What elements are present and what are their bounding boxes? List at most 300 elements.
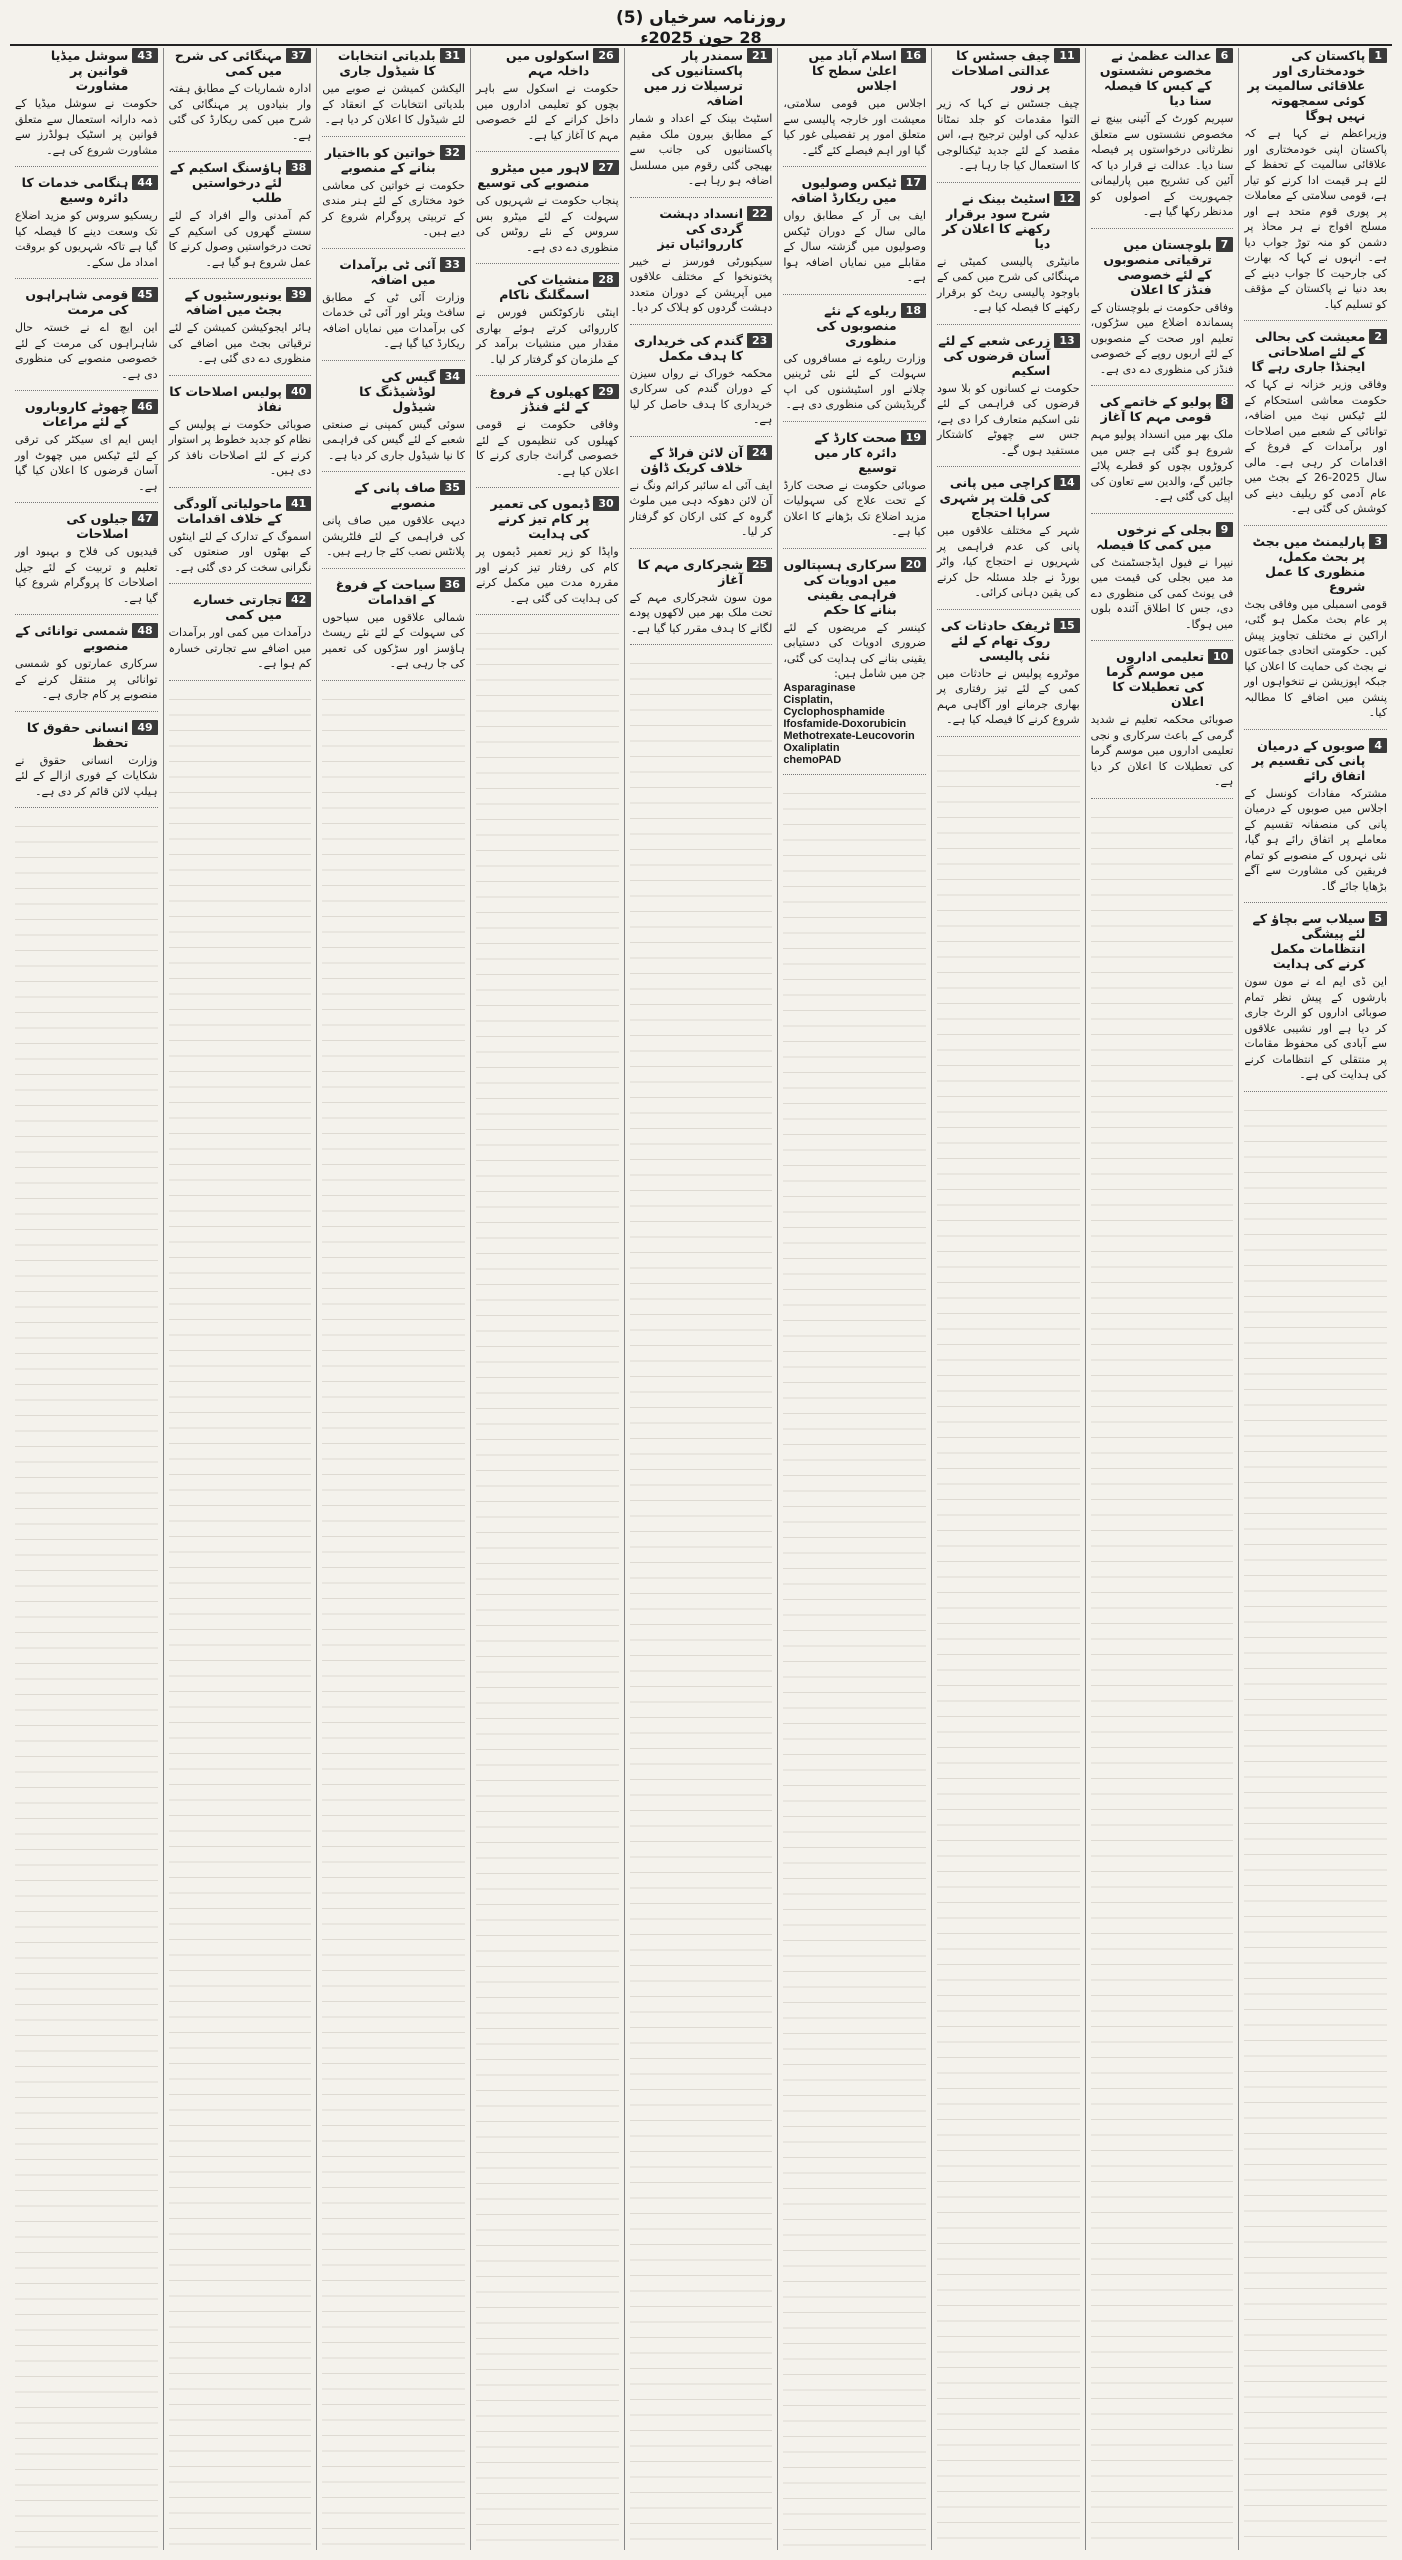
story-number-badge: 6 <box>1216 48 1234 63</box>
story-divider <box>169 375 312 376</box>
news-story <box>169 160 312 270</box>
story-divider <box>476 487 619 488</box>
news-story <box>937 191 1080 316</box>
news-column <box>777 48 931 2550</box>
story-header <box>476 384 619 414</box>
story-header <box>476 48 619 78</box>
story-body: شہر کے مختلف علاقوں میں پانی کی عدم فراہمی پر شہریوں نے احتجاج کیا، واٹر بورڈ نے جلد مسئلہ حل کرنے کی یقین دہانی کرائی۔ <box>936 524 1080 599</box>
news-story <box>15 399 158 494</box>
story-header <box>15 48 158 93</box>
column-text-continuation <box>937 745 1080 2551</box>
story-headline: اسلام آباد میں اعلیٰ سطح کا اجلاس <box>808 48 897 93</box>
story-number-badge: 2 <box>1369 329 1387 344</box>
story-headline: قومی شاہراہوں کی مرمت <box>25 287 129 317</box>
story-body: این ڈی ایم اے نے مون سون بارشوں کے پیش نظر تمام صوبائی اداروں کو الرٹ جاری کر دیا ہے اور نشیبی علاقوں سے آبادی کی محفوظ مقامات پر منتقلی کے انتظامات کرنے کی ہدایت کی ہے۔ <box>1244 975 1387 1081</box>
drug-name: chemoPAD <box>783 753 842 766</box>
story-body: وفاقی حکومت نے بلوچستان کے پسماندہ اضلاع میں سڑکوں، تعلیم اور صحت کے منصوبوں کے لئے اربوں روپے کے خصوصی فنڈز کی منظوری دے دی ہے۔ <box>1090 300 1234 376</box>
story-divider <box>169 680 312 681</box>
story-divider <box>783 548 926 549</box>
story-divider <box>1244 902 1387 903</box>
story-number-badge: 32 <box>440 145 465 160</box>
story-divider <box>1244 525 1387 526</box>
news-story <box>476 272 619 367</box>
story-header <box>476 496 619 541</box>
story-body: صوبائی حکومت نے صحت کارڈ کے تحت علاج کی سہولیات مزید اضلاع تک بڑھانے کا اعلان کیا ہے۔ <box>783 478 926 538</box>
story-body: اجلاس میں قومی سلامتی، معیشت اور خارجہ پالیسی سے متعلق امور پر تفصیلی غور کیا گیا اور اہم فیصلے کئے گئے۔ <box>783 97 926 157</box>
story-header <box>169 496 312 526</box>
story-body: دیہی علاقوں میں صاف پانی کی فراہمی کے لئے فلٹریشن پلانٹس نصب کئے جا رہے ہیں۔ <box>322 514 465 558</box>
story-header <box>630 333 773 363</box>
story-number-badge: 24 <box>747 445 772 460</box>
story-divider <box>322 360 465 361</box>
story-divider <box>783 774 926 775</box>
story-body: شمالی علاقوں میں سیاحوں کی سہولت کے لئے نئے ریسٹ ہاؤسز اور سڑکوں کی تعمیر کی جا رہی ہے۔ <box>322 610 465 670</box>
column-text-continuation <box>476 623 619 2550</box>
story-number-badge: 16 <box>901 48 926 63</box>
story-number-badge: 38 <box>286 160 311 175</box>
story-divider <box>937 466 1080 467</box>
page-header <box>10 8 1392 46</box>
news-column <box>1085 48 1239 2550</box>
news-story <box>15 623 158 703</box>
news-story <box>783 175 926 286</box>
story-number-badge: 49 <box>132 720 157 735</box>
news-story <box>1244 329 1387 517</box>
news-story <box>937 48 1080 174</box>
story-headline: مہنگائی کی شرح میں کمی <box>174 48 282 78</box>
story-headline: صوبوں کے درمیان پانی کی تقسیم پر اتفاق رائے <box>1251 737 1366 783</box>
story-divider <box>630 436 773 437</box>
story-body: ملک بھر میں انسداد پولیو مہم شروع ہو گئی ہے جس میں کروڑوں بچوں کو قطرے پلائے جائیں گے، والدین سے تعاون کی اپیل کی گئی ہے۔ <box>1090 428 1234 503</box>
story-header <box>15 399 158 429</box>
story-body: سوئی گیس کمپنی نے صنعتی شعبے کے لئے گیس کی فراہمی کا نیا شیڈول جاری کر دیا ہے۔ <box>322 417 465 462</box>
story-number-badge: 20 <box>901 557 926 572</box>
story-body: الیکشن کمیشن نے صوبے میں بلدیاتی انتخابات کے انعقاد کے لئے شیڈول کا اعلان کر دیا ہے۔ <box>322 82 465 126</box>
story-body: وفاقی حکومت نے قومی کھیلوں کی تنظیموں کے لئے خصوصی گرانٹ جاری کرنے کا اعلان کیا ہے۔ <box>475 418 619 478</box>
story-headline: انسانی حقوق کا تحفظ <box>26 719 129 750</box>
story-divider <box>15 502 158 503</box>
story-headline: چیف جسٹس کا عدالتی اصلاحات پر زور <box>951 48 1051 93</box>
news-column <box>624 48 778 2550</box>
story-headline: اسٹیٹ بینک نے شرح سود برقرار رکھنے کا اعلان کر دیا <box>942 190 1051 251</box>
story-number-badge: 36 <box>440 577 465 592</box>
story-divider <box>630 324 773 325</box>
story-body: صوبائی حکومت نے پولیس کے نظام کو جدید خطوط پر استوار کرنے کے لئے اصلاحات نافذ کر دی ہیں۔ <box>168 417 312 477</box>
news-column <box>470 48 624 2550</box>
page-title: روزنامہ سرخیاں (5) <box>615 8 786 28</box>
story-header <box>15 511 158 541</box>
story-headline: تعلیمی اداروں میں موسم گرما کی تعطیلات کا اعلان <box>1106 649 1205 709</box>
story-number-badge: 44 <box>132 175 157 190</box>
story-number-badge: 21 <box>747 48 772 63</box>
story-body: حکومت نے کسانوں کو بلا سود قرضوں کی فراہمی کے لئے نئی اسکیم متعارف کرا دی ہے، جس سے چھوٹے کاشتکار مستفید ہوں گے۔ <box>936 381 1080 457</box>
story-headline: گیس کی لوڈشیڈنگ کا شیڈول <box>359 368 436 414</box>
story-number-badge: 47 <box>132 511 157 526</box>
story-number-badge: 18 <box>901 303 926 318</box>
story-body: قومی اسمبلی میں وفاقی بجٹ پر عام بحث مکمل ہو گئی، اراکین نے مختلف تجاویز پیش کیں۔ حکومتی اتحادی جماعتوں نے بجٹ کی حمایت کا اعلان کیا جبکہ اپوزیشن نے تنخواہوں اور پنشن میں اضافے کا مطالبہ کیا۔ <box>1244 597 1387 719</box>
story-number-badge: 41 <box>286 496 311 511</box>
story-header <box>1244 911 1387 971</box>
story-headline: بلوچستان میں ترقیاتی منصوبوں کے لئے خصوصی فنڈز کا اعلان <box>1103 236 1212 297</box>
story-divider <box>15 166 158 167</box>
story-header <box>937 618 1080 663</box>
story-headline: زرعی شعبے کے لئے آسان قرضوں کی اسکیم <box>938 332 1051 378</box>
news-story <box>169 48 312 143</box>
story-body: پنجاب حکومت نے شہریوں کی سہولت کے لئے میٹرو بس سروس کے نئے روٹس کی منظوری دے دی ہے۔ <box>475 194 619 254</box>
story-header <box>783 557 926 617</box>
story-body: موٹروے پولیس نے حادثات میں کمی کے لئے تیز رفتاری پر بھاری جرمانے اور آگاہی مہم شروع کرنے کا فیصلہ کیا ہے۔ <box>936 666 1080 726</box>
news-column <box>163 48 317 2550</box>
story-headline: آئی ٹی برآمدات میں اضافہ <box>339 256 436 287</box>
drug-name: Asparaginase <box>783 681 856 694</box>
story-header <box>783 48 926 93</box>
news-story <box>937 333 1080 459</box>
story-body: وزارت انسانی حقوق نے شکایات کے فوری ازالے کے لئے ہیلپ لائن قائم کر دی ہے۔ <box>14 753 158 798</box>
column-text-continuation <box>15 816 158 2550</box>
news-story <box>476 48 619 143</box>
story-headline: سیاحت کے فروغ کے اقدامات <box>335 576 436 607</box>
story-headline: سمندر پار پاکستانیوں کی ترسیلات زر میں اضافہ <box>643 48 743 108</box>
story-number-badge: 13 <box>1054 333 1079 348</box>
news-story <box>322 257 465 352</box>
story-header <box>322 369 465 414</box>
story-number-badge: 43 <box>132 48 157 63</box>
column-text-continuation <box>783 783 926 2551</box>
story-header <box>937 475 1080 520</box>
news-story <box>169 384 312 479</box>
news-story <box>1244 911 1387 1083</box>
story-header <box>15 623 158 653</box>
story-headline: ٹریفک حادثات کی روک تھام کے لئے نئی پالیسی <box>940 617 1051 663</box>
news-story <box>1091 649 1234 790</box>
story-header <box>1091 237 1234 297</box>
story-divider <box>1091 640 1234 641</box>
news-story <box>937 618 1080 728</box>
news-column <box>10 48 163 2550</box>
story-number-badge: 26 <box>593 48 618 63</box>
story-headline: تجارتی خسارے میں کمی <box>193 592 282 622</box>
story-headline: کھیلوں کے فروغ کے لئے فنڈز <box>489 384 590 414</box>
story-divider <box>476 614 619 615</box>
story-body: صوبائی محکمہ تعلیم نے شدید گرمی کے باعث سرکاری و نجی تعلیمی اداروں میں موسم گرما کی تعطیلات کا اعلان کر دیا ہے۔ <box>1090 713 1234 788</box>
story-header <box>1091 649 1234 709</box>
news-story <box>15 511 158 606</box>
story-body: ایف آئی اے سائبر کرائم ونگ نے آن لائن دھوکہ دہی میں ملوث گروہ کے کئی ارکان کو گرفتار کر لیا۔ <box>629 478 773 538</box>
story-number-badge: 39 <box>286 287 311 302</box>
story-headline: ہنگامی خدمات کا دائرہ وسیع <box>21 175 129 205</box>
story-headline: خواتین کو بااختیار بنانے کے منصوبے <box>324 144 436 175</box>
story-header <box>322 145 465 175</box>
story-number-badge: 42 <box>286 592 311 607</box>
column-text-continuation <box>169 689 312 2551</box>
story-divider <box>1244 1091 1387 1092</box>
story-header <box>937 48 1080 93</box>
story-divider <box>15 807 158 808</box>
story-headline: ریلوے کے نئے منصوبوں کی منظوری <box>816 302 897 348</box>
story-body: وزارت ریلوے نے مسافروں کی سہولت کے لئے نئی ٹرینیں چلانے اور اسٹیشنوں کی اپ گریڈیشن کی منظوری دی ہے۔ <box>783 351 926 411</box>
drug-name: Cisplatin, Cyclophosphamide <box>783 693 885 718</box>
story-header <box>1091 48 1234 108</box>
story-body: وفاقی وزیر خزانہ نے کہا کہ حکومت معاشی استحکام کے لئے ٹیکس نیٹ میں اضافہ، توانائی کے شعبے میں اصلاحات اور برآمدات کے فروغ کے اقدامات کر رہی ہے۔ مالی سال 2025-26 کے بجٹ میں عام آدمی کو ریلیف دینے کی کوشش کی گئی ہے۔ <box>1244 378 1387 515</box>
news-story <box>322 48 465 128</box>
news-story <box>630 445 773 540</box>
news-story <box>1244 48 1387 312</box>
news-story <box>322 480 465 560</box>
story-number-badge: 33 <box>440 257 465 272</box>
story-number-badge: 7 <box>1216 237 1234 252</box>
story-divider <box>169 278 312 279</box>
story-number-badge: 28 <box>593 272 618 287</box>
story-header <box>169 592 312 622</box>
story-number-badge: 3 <box>1369 534 1387 549</box>
story-number-badge: 27 <box>593 160 618 175</box>
story-number-badge: 5 <box>1369 911 1387 926</box>
story-number-badge: 48 <box>132 623 157 638</box>
news-story <box>476 160 619 255</box>
news-story <box>322 145 465 240</box>
story-number-badge: 29 <box>593 384 618 399</box>
story-divider <box>476 151 619 152</box>
story-divider <box>322 471 465 472</box>
story-header <box>15 720 158 750</box>
story-body: این ایچ اے نے خستہ حال شاہراہوں کی مرمت کے لئے خصوصی منصوبے کی منظوری دی ہے۔ <box>14 321 158 381</box>
story-header <box>1244 534 1387 594</box>
story-divider <box>169 151 312 152</box>
column-text-continuation <box>1091 807 1234 2551</box>
story-headline: کراچی میں پانی کی قلت پر شہری سراپا احتجاج <box>939 475 1051 520</box>
news-story <box>476 384 619 479</box>
story-header <box>322 48 465 78</box>
story-number-badge: 12 <box>1054 191 1079 206</box>
story-number-badge: 46 <box>132 399 157 414</box>
story-number-badge: 30 <box>593 496 618 511</box>
story-body: ادارہ شماریات کے مطابق ہفتہ وار بنیادوں پر مہنگائی کی شرح میں کمی ریکارڈ کی گئی ہے۔ <box>168 82 312 142</box>
story-divider <box>15 614 158 615</box>
story-divider <box>783 294 926 295</box>
story-divider <box>15 390 158 391</box>
story-header <box>937 333 1080 378</box>
story-divider <box>630 644 773 645</box>
story-header <box>783 303 926 348</box>
story-headline: ٹیکس وصولیوں میں ریکارڈ اضافہ <box>790 175 897 205</box>
story-divider <box>1091 798 1234 799</box>
news-story <box>15 175 158 270</box>
story-body: حکومت نے سوشل میڈیا کے ذمہ دارانہ استعمال سے متعلق قوانین پر اسٹیک ہولڈرز سے مشاورت شروع کی ہے۔ <box>14 97 158 157</box>
story-divider <box>937 736 1080 737</box>
story-body: اسٹیٹ بینک کے اعداد و شمار کے مطابق بیرون ملک مقیم پاکستانیوں کی جانب سے بھیجی گئی رقوم میں مسلسل اضافہ ہو رہا ہے۔ <box>629 112 773 187</box>
story-number-badge: 31 <box>440 48 465 63</box>
news-story <box>15 287 158 382</box>
story-divider <box>169 487 312 488</box>
story-body: چیف جسٹس نے کہا کہ زیر التوا مقدمات کو جلد نمٹانا عدلیہ کی اولین ترجیح ہے، اس مقصد کے لئے جدید ٹیکنالوجی کا استعمال کیا جا رہا ہے۔ <box>936 97 1080 172</box>
story-headline: پولیو کے خاتمے کی قومی مہم کا آغاز <box>1099 394 1212 424</box>
story-header <box>476 160 619 190</box>
news-story <box>476 496 619 606</box>
column-text-continuation <box>322 689 465 2551</box>
drug-name: Ifosfamide-Doxorubicin <box>783 717 907 730</box>
story-header <box>783 175 926 205</box>
story-headline: گندم کی خریداری کا ہدف مکمل <box>633 332 743 363</box>
story-divider <box>1091 385 1234 386</box>
news-story <box>169 592 312 672</box>
story-body: مشترکہ مفادات کونسل کے اجلاس میں صوبوں کے درمیان پانی کی منصفانہ تقسیم کے معاملے پر اتفاق رائے ہو گیا، نئی نہروں کے منصوبے کو تمام فریقین کی مشاورت سے آگے بڑھایا جائے گا۔ <box>1244 786 1387 893</box>
story-body: قیدیوں کی فلاح و بہبود اور تعلیم و تربیت کے لئے جیل اصلاحات کا پروگرام شروع کیا گیا ہے۔ <box>14 545 158 605</box>
story-body: نیپرا نے فیول ایڈجسٹمنٹ کی مد میں بجلی کی قیمت میں فی یونٹ کمی کی منظوری دے دی، جس کا اطلاق آئندہ بلوں میں ہوگا۔ <box>1090 555 1234 631</box>
news-story <box>169 287 312 367</box>
column-text-continuation <box>630 653 773 2550</box>
story-number-badge: 37 <box>286 48 311 63</box>
story-number-badge: 19 <box>901 430 926 445</box>
news-story <box>169 496 312 576</box>
story-divider <box>783 421 926 422</box>
story-headline: پارلیمنٹ میں بجٹ پر بحث مکمل، منظوری کا عمل شروع <box>1252 533 1366 594</box>
story-header <box>322 480 465 510</box>
news-story <box>1244 738 1387 895</box>
story-number-badge: 34 <box>440 369 465 384</box>
story-divider <box>1091 228 1234 229</box>
news-column <box>316 48 470 2550</box>
story-headline: سیلاب سے بچاؤ کے لئے پیشگی انتظامات مکمل کرنے کی ہدایت <box>1252 911 1366 971</box>
story-body: ہائر ایجوکیشن کمیشن کے لئے ترقیاتی بجٹ میں اضافے کی منظوری دے دی گئی ہے۔ <box>168 321 312 365</box>
story-divider <box>322 136 465 137</box>
story-headline: صحت کارڈ کے دائرہ کار میں توسیع <box>814 429 897 475</box>
story-body: ریسکیو سروس کو مزید اضلاع تک وسعت دینے کا فیصلہ کیا گیا ہے تاکہ شہریوں کو بروقت امداد مل سکے۔ <box>14 209 158 269</box>
story-header <box>1091 522 1234 552</box>
story-header <box>322 257 465 287</box>
story-body: محکمہ خوراک نے رواں سیزن کے دوران گندم کی سرکاری خریداری کا ہدف حاصل کر لیا ہے۔ <box>629 366 773 426</box>
story-headline: ڈیموں کی تعمیر پر کام تیز کرنے کی ہدایت <box>490 496 590 541</box>
story-divider <box>937 182 1080 183</box>
story-header <box>322 577 465 607</box>
story-header <box>783 430 926 475</box>
story-headline: شجرکاری مہم کا آغاز <box>637 556 743 587</box>
story-body: حکومت نے خواتین کی معاشی خود مختاری کے لئے ہنر مندی کے تربیتی پروگرام شروع کر دیے ہیں۔ <box>322 178 465 238</box>
story-number-badge: 22 <box>747 206 772 221</box>
story-divider <box>15 278 158 279</box>
news-story <box>937 475 1080 601</box>
story-headline: ہاؤسنگ اسکیم کے لئے درخواستیں طلب <box>169 160 282 205</box>
story-divider <box>322 568 465 569</box>
news-column <box>931 48 1085 2550</box>
story-number-badge: 40 <box>286 384 311 399</box>
story-body: حکومت نے اسکول سے باہر بچوں کو تعلیمی اداروں میں داخل کرانے کے لئے خصوصی مہم کا آغاز کیا ہے۔ <box>475 82 619 142</box>
news-story <box>630 48 773 189</box>
story-headline: شمسی توانائی کے منصوبے <box>15 623 129 653</box>
story-divider <box>1244 729 1387 730</box>
story-body: مون سون شجرکاری مہم کے تحت ملک بھر میں لاکھوں پودے لگانے کا ہدف مقرر کیا گیا ہے۔ <box>629 590 773 635</box>
news-story <box>322 369 465 464</box>
story-headline: یونیورسٹیوں کے بجٹ میں اضافہ <box>184 287 282 317</box>
story-header <box>15 287 158 317</box>
story-headline: منشیات کی اسمگلنگ ناکام <box>499 272 590 302</box>
story-body: وزارت آئی ٹی کے مطابق سافٹ ویئر اور آئی ٹی خدمات کی برآمدات میں نمایاں اضافہ ریکارڈ کیا گیا ہے۔ <box>322 290 465 350</box>
story-number-badge: 9 <box>1216 522 1234 537</box>
news-story <box>783 557 926 766</box>
story-header <box>1244 48 1387 123</box>
story-body: کم آمدنی والے افراد کے لئے سستے گھروں کی اسکیم کے تحت درخواستیں وصول کرنے کا عمل شروع ہو گیا ہے۔ <box>168 209 312 269</box>
story-header <box>630 445 773 475</box>
news-story <box>783 303 926 413</box>
story-body: درآمدات میں کمی اور برآمدات میں اضافے سے تجارتی خسارہ کم ہوا ہے۔ <box>168 626 312 670</box>
story-divider <box>476 375 619 376</box>
story-divider <box>15 711 158 712</box>
story-body: وزیراعظم نے کہا ہے کہ پاکستان اپنی خودمختاری اور علاقائی سالمیت کے تحفظ کے لئے ہر قیمت ادا کرنے کو تیار ہے، قومی سلامتی کے معاملات پر پوری قوم متحد ہے اور مسلح افواج نے ہر محاذ پر دشمن کو منہ توڑ جواب دیا ہے۔ انہوں نے کہا کہ بھارت کی جارحیت کا جواب دینے کے بعد دنیا نے پاکستان کے مؤقف کو تسلیم کیا۔ <box>1244 127 1387 311</box>
story-body: کینسر کے مریضوں کے لئے ضروری ادویات کی دستیابی یقینی بنانے کی ہدایت کی گئی، جن میں شامل ہیں: <box>783 620 926 680</box>
news-column <box>1238 48 1392 2550</box>
story-divider <box>630 197 773 198</box>
news-story <box>1244 534 1387 721</box>
news-story <box>1091 394 1234 505</box>
story-number-badge: 17 <box>901 175 926 190</box>
story-body: اسموگ کے تدارک کے لئے اینٹوں کے بھٹوں اور صنعتوں کی نگرانی سخت کر دی گئی ہے۔ <box>168 529 312 574</box>
story-headline: آن لائن فراڈ کے خلاف کریک ڈاؤن <box>640 444 743 475</box>
news-story <box>630 206 773 316</box>
news-story <box>783 430 926 540</box>
story-header <box>169 48 312 78</box>
story-divider <box>322 248 465 249</box>
story-header <box>1244 738 1387 783</box>
news-story <box>630 557 773 637</box>
news-story <box>15 48 158 158</box>
story-body: سیکیورٹی فورسز نے خیبر پختونخوا کے مختلف علاقوں میں آپریشن کے دوران متعدد دہشت گردوں کو ہلاک کر دیا۔ <box>629 254 773 314</box>
story-number-badge: 10 <box>1208 649 1233 664</box>
story-headline: بلدیاتی انتخابات کا شیڈول جاری <box>337 48 436 78</box>
story-body: سپریم کورٹ کے آئینی بینچ نے مخصوص نشستوں سے متعلق نظرثانی درخواستوں پر فیصلہ سنا دیا۔ عدالت نے قرار دیا کہ آئین کی تشریح میں پارلیمانی جمہوریت کے اصولوں کو مدنظر رکھا گیا ہے۔ <box>1090 112 1234 218</box>
story-headline: ماحولیاتی آلودگی کے خلاف اقدامات <box>173 495 282 526</box>
story-divider <box>937 609 1080 610</box>
story-header <box>169 160 312 205</box>
story-headline: اسکولوں میں داخلہ مہم <box>506 48 590 78</box>
story-header <box>476 272 619 302</box>
story-body: اینٹی نارکوٹکس فورس نے کارروائی کرتے ہوئے بھاری مقدار میں منشیات برآمد کر کے ملزمان کو گرفتار کر لیا۔ <box>475 306 619 366</box>
page-date: 28 جون 2025ء <box>640 28 762 47</box>
story-headline: پاکستان کی خودمختاری اور علاقائی سالمیت پر کوئی سمجھوتہ نہیں ہوگا <box>1247 48 1366 123</box>
story-headline: پولیس اصلاحات کا نفاذ <box>169 383 282 414</box>
story-body: سرکاری عمارتوں کو شمسی توانائی پر منتقل کرنے کے منصوبے پر کام جاری ہے۔ <box>14 657 158 701</box>
news-story <box>1091 48 1234 220</box>
news-story <box>783 48 926 158</box>
story-headline: معیشت کی بحالی کے لئے اصلاحاتی ایجنڈا جاری رہے گا <box>1251 329 1366 374</box>
story-body: ایف بی آر کے مطابق رواں مالی سال کے دوران ٹیکس وصولیوں میں گزشتہ سال کے مقابلے میں نمایاں اضافہ ہوا ہے۔ <box>783 209 926 284</box>
news-story <box>1091 522 1234 633</box>
story-headline: سرکاری ہسپتالوں میں ادویات کی فراہمی یقینی بنانے کا حکم <box>783 556 897 617</box>
columns-container <box>10 48 1392 2550</box>
story-divider <box>1244 320 1387 321</box>
story-body: ایس ایم ای سیکٹر کی ترقی کے لئے ٹیکس میں چھوٹ اور آسان قرضوں کا اعلان کیا گیا ہے۔ <box>14 433 158 493</box>
news-story <box>1091 237 1234 378</box>
story-headline: صاف پانی کے منصوبے <box>354 480 436 510</box>
story-headline: جیلوں کی اصلاحات <box>66 511 129 541</box>
story-number-badge: 25 <box>747 557 772 572</box>
news-story <box>630 333 773 428</box>
story-divider <box>783 166 926 167</box>
story-divider <box>937 324 1080 325</box>
story-number-badge: 15 <box>1054 618 1079 633</box>
story-header <box>630 206 773 251</box>
story-divider <box>630 548 773 549</box>
story-header <box>630 557 773 587</box>
story-header <box>630 48 773 108</box>
story-body: مانیٹری پالیسی کمیٹی نے مہنگائی کی شرح میں کمی کے باوجود پالیسی ریٹ کو برقرار رکھنے کا فیصلہ کیا ہے۔ <box>936 254 1080 314</box>
story-headline: سوشل میڈیا قوانین پر مشاورت <box>50 48 129 93</box>
story-divider <box>169 583 312 584</box>
story-header <box>1244 329 1387 374</box>
story-number-badge: 1 <box>1369 48 1387 63</box>
story-header <box>1091 394 1234 424</box>
story-headline: چھوٹے کاروباروں کے لئے مراعات <box>24 399 129 429</box>
story-header <box>169 287 312 317</box>
story-number-badge: 11 <box>1054 48 1079 63</box>
